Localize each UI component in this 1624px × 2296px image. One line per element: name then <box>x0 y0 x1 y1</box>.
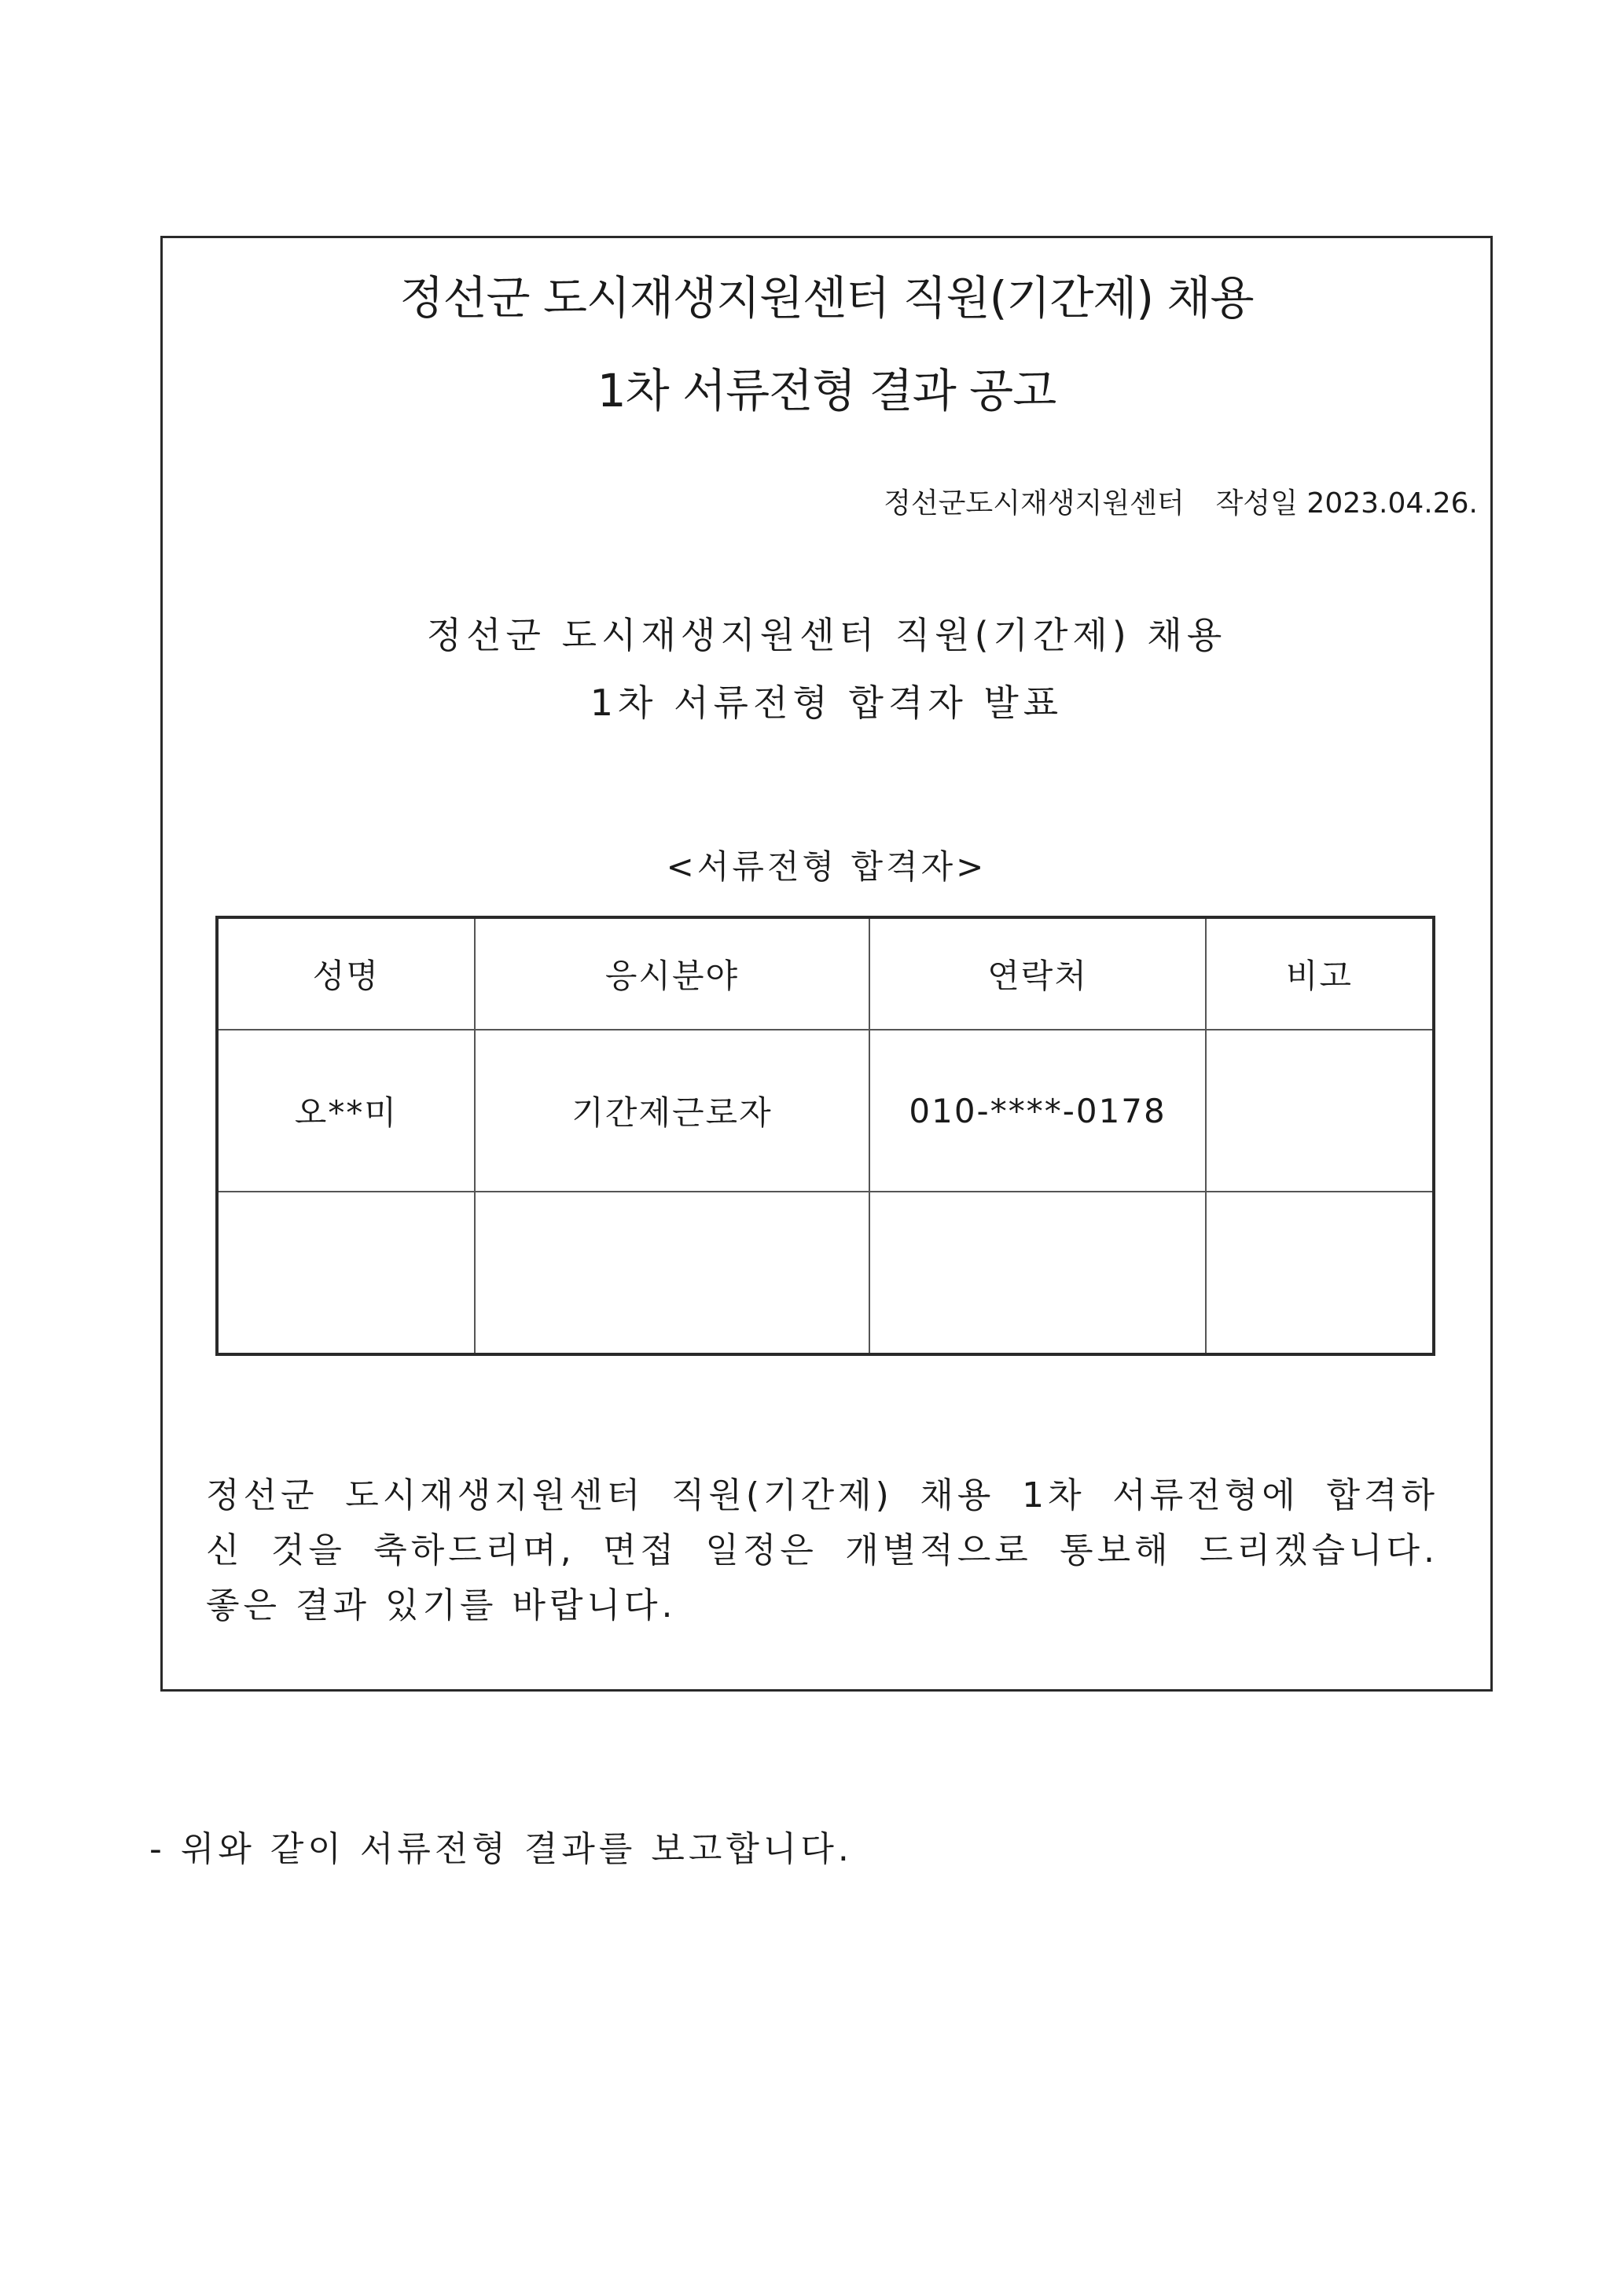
announcement-heading-line1: 정선군 도시재생지원센터 직원(기간제) 채용 <box>426 614 1227 656</box>
announcement-heading-line2: 1차 서류전형 합격자 발표 <box>590 681 1064 724</box>
table-caption: <서류전형 합격자> <box>666 847 987 886</box>
cell-name: 오**미 <box>217 1030 475 1192</box>
notice-meta <box>884 481 1478 521</box>
notice-title-line1: 정선군 도시재생지원센터 직원(기간제) 채용 <box>399 271 1254 325</box>
header-field: 응시분야 <box>475 917 870 1030</box>
cell-contact: 010-****-0178 <box>869 1030 1206 1192</box>
header-contact: 연락처 <box>869 917 1206 1030</box>
cell-note <box>1206 1192 1434 1354</box>
body-line: 정선군 도시재생지원센터 직원(기간제) 채용 1차 서류전형에 합격하 <box>206 1475 1438 1515</box>
body-line: 좋은 결과 있기를 바랍니다. <box>206 1585 677 1626</box>
date-value: 2023.04.26. <box>1306 487 1478 520</box>
cell-name <box>217 1192 475 1354</box>
body-line: 신 것을 축하드리며, 면접 일정은 개별적으로 통보해 드리겠습니다. <box>206 1530 1438 1570</box>
cell-contact <box>869 1192 1206 1354</box>
table-header-row <box>217 917 1434 1030</box>
results-table <box>215 916 1435 1356</box>
cell-note <box>1206 1030 1434 1192</box>
cell-field <box>475 1192 870 1354</box>
cell-field: 기간제근로자 <box>475 1030 870 1192</box>
header-name: 성명 <box>217 917 475 1030</box>
org-name: 정선군도시재생지원센터 <box>884 487 1185 520</box>
notice-body <box>206 1468 1438 1633</box>
table-row <box>217 1192 1434 1354</box>
header-note: 비고 <box>1206 917 1434 1030</box>
notice-title-line2: 1차 서류전형 결과 공고 <box>597 364 1056 417</box>
table-row <box>217 1030 1434 1192</box>
report-footer: - 위와 같이 서류전형 결과를 보고합니다. <box>149 1829 853 1869</box>
date-label: 작성일 <box>1215 487 1298 520</box>
